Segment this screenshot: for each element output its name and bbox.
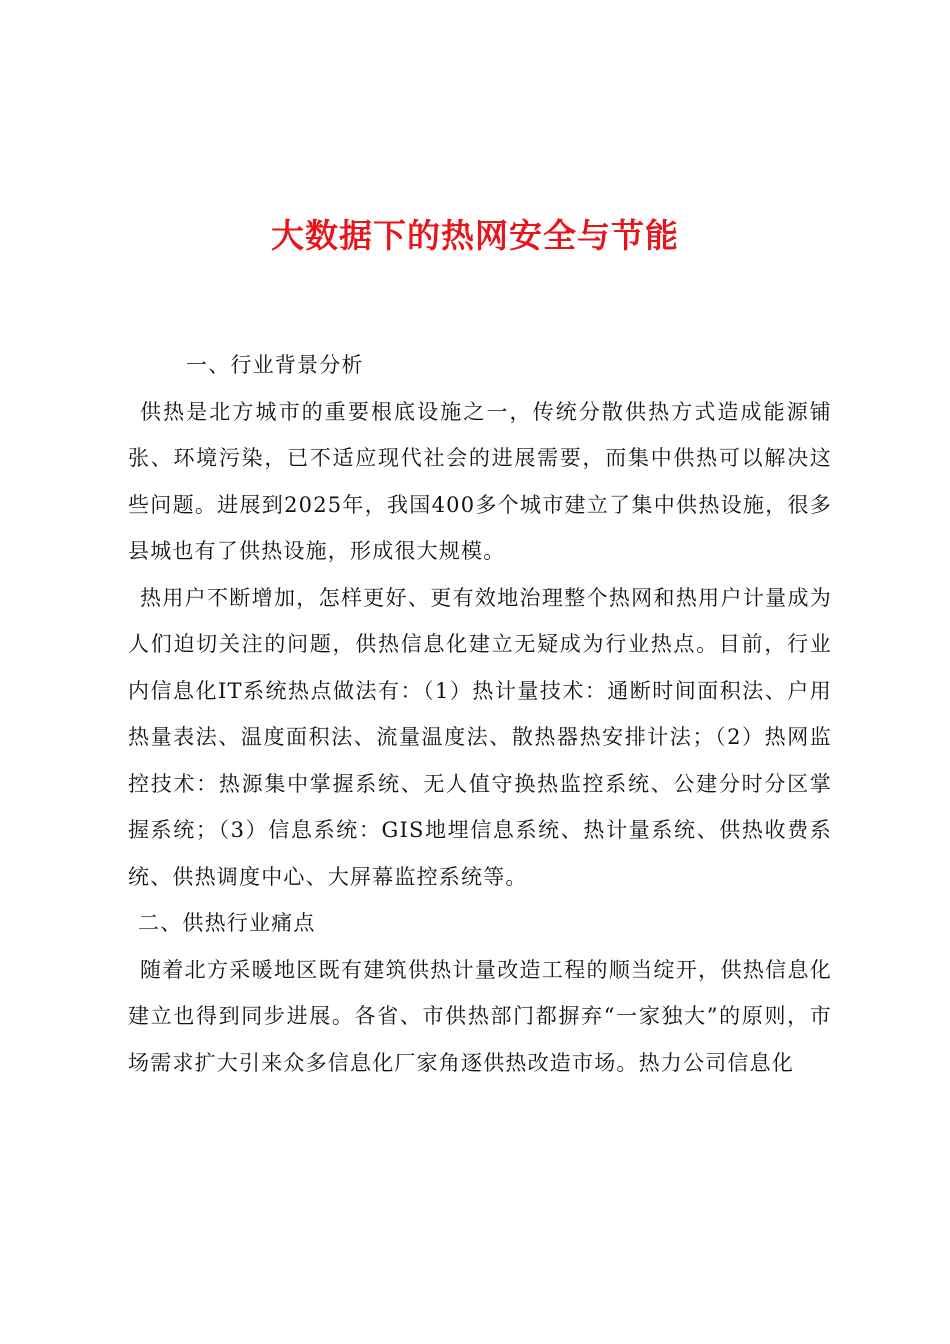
section-heading-pain-points: 二、供热行业痛点 bbox=[138, 911, 316, 935]
section-heading-background: 一、行业背景分析 bbox=[186, 353, 364, 377]
paragraph-market: 随着北方采暖地区既有建筑供热计量改造工程的顺当绽开，供热信息化建立也得到同步进展。各省、市供热部门都摒弃“一家独大”的原则，市场需求扩大引来众多信息化厂家角逐供热改造市场。热力公司信息化 bbox=[128, 957, 832, 1075]
paragraph-heating-infrastructure: 供热是北方城市的重要根底设施之一，传统分散供热方式造成能源铺张、环境污染，已不适应现代社会的进展需要，而集中供热可以解决这些问题。进展到2025年，我国400多个城市建立了集中供热设施，很多县城也有了供热设施，形成很大规模。 bbox=[128, 399, 832, 563]
document-title: 大数据下的热网安全与节能 bbox=[271, 216, 679, 255]
paragraph-informatization: 热用户不断增加，怎样更好、更有效地治理整个热网和热用户计量成为人们迫切关注的问题，供热信息化建立无疑成为行业热点。目前，行业内信息化IT系统热点做法有：（1）热计量技术：通断时间面积法、户用热量表法、温度面积法、流量温度法、散热器热安排计法；（2）热网监控技术：热源集中掌握系统、无人值守换热监控系统、公建分时分区掌握系统；（3）信息系统：GIS地埋信息系统、热计量系统、供热收费系统、供热调度中心、大屏幕监控系统等。 bbox=[128, 585, 832, 889]
document-body bbox=[128, 342, 832, 1086]
